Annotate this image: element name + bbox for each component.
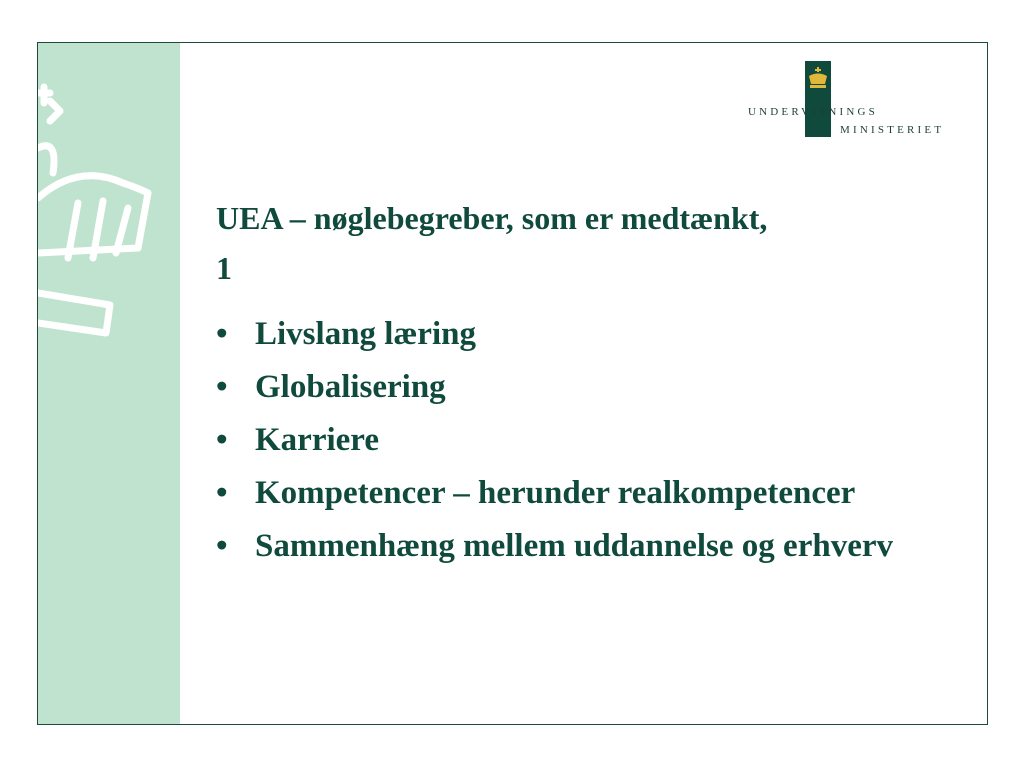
bullet-text: Kompetencer – herunder realkompetencer <box>255 475 856 511</box>
logo-text-line2: MINISTERIET <box>840 124 945 136</box>
logo-text-line1: UNDERVISNINGS <box>748 106 878 118</box>
bullet-marker: • <box>216 528 228 564</box>
side-band <box>38 43 180 724</box>
bullet-item <box>216 525 936 568</box>
bullet-item <box>216 366 936 409</box>
slide-title: UEA – nøglebegreber, som er medtænkt, 1 <box>216 200 768 286</box>
ministry-logo <box>748 61 978 141</box>
crown-icon <box>806 67 830 89</box>
bullet-item <box>216 313 936 356</box>
bullet-text: Karriere <box>255 422 379 458</box>
bullet-text: Globalisering <box>255 369 446 405</box>
bullet-text: Livslang læring <box>255 316 476 352</box>
logo-block <box>805 61 831 137</box>
bullet-marker: • <box>216 369 228 405</box>
crown-watermark-icon <box>38 43 180 373</box>
bullet-text: Sammenhæng mellem uddannelse og erhverv <box>255 528 893 564</box>
bullet-marker: • <box>216 422 228 458</box>
bullet-marker: • <box>216 475 228 511</box>
bullet-list <box>216 313 936 578</box>
slide <box>37 42 988 725</box>
bullet-item <box>216 419 936 462</box>
bullet-marker: • <box>216 316 228 352</box>
bullet-item <box>216 472 936 515</box>
